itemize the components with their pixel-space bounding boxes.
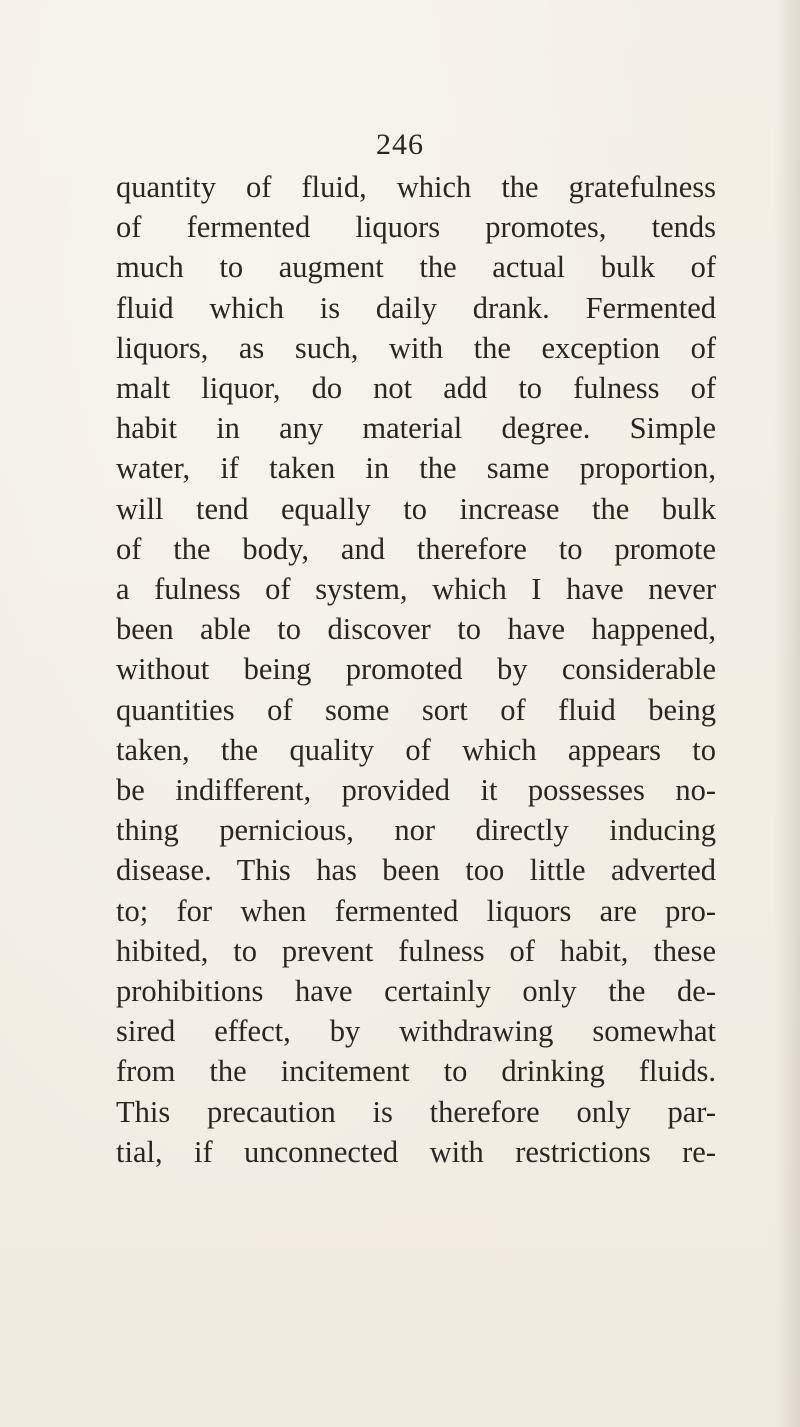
page-edge-shadow bbox=[774, 0, 800, 1427]
text-line: disease. This has been too little adverted bbox=[116, 853, 716, 888]
text-line: This precaution is therefore only par- bbox=[116, 1094, 716, 1129]
text-line: of fermented liquors promotes, tends bbox=[116, 210, 716, 245]
text-line: without being promoted by considerable bbox=[116, 652, 716, 687]
page-number: 246 bbox=[376, 128, 424, 161]
text-line: quantity of fluid, which the gratefulness bbox=[116, 170, 716, 204]
text-line: prohibitions have certainly only the de- bbox=[116, 974, 716, 1009]
text-line: will tend equally to increase the bulk bbox=[116, 491, 716, 526]
text-line: tial, if unconnected with restrictions re- bbox=[116, 1134, 716, 1169]
text-line: malt liquor, do not add to fulness of bbox=[116, 371, 716, 406]
text-line: of the body, and therefore to promote bbox=[116, 531, 716, 566]
text-line: liquors, as such, with the exception of bbox=[116, 330, 716, 365]
text-line: been able to discover to have happened, bbox=[116, 612, 716, 647]
text-line: from the incitement to drinking fluids. bbox=[116, 1054, 716, 1089]
text-line: much to augment the actual bulk of bbox=[116, 250, 716, 285]
text-line: habit in any material degree. Simple bbox=[116, 411, 716, 446]
text-line: hibited, to prevent fulness of habit, these bbox=[116, 933, 716, 968]
text-line: be indifferent, provided it possesses no- bbox=[116, 773, 716, 808]
text-line: fluid which is daily drank. Fermented bbox=[116, 290, 716, 325]
body-text bbox=[116, 167, 716, 1172]
text-line: thing pernicious, nor directly inducing bbox=[116, 813, 716, 848]
text-line: quantities of some sort of fluid being bbox=[116, 692, 716, 727]
text-line: taken, the quality of which appears to bbox=[116, 732, 716, 767]
text-line: to; for when fermented liquors are pro- bbox=[116, 893, 716, 928]
text-line: sired effect, by withdrawing somewhat bbox=[116, 1014, 716, 1049]
text-line: a fulness of system, which I have never bbox=[116, 572, 716, 607]
text-line: water, if taken in the same proportion, bbox=[116, 451, 716, 486]
